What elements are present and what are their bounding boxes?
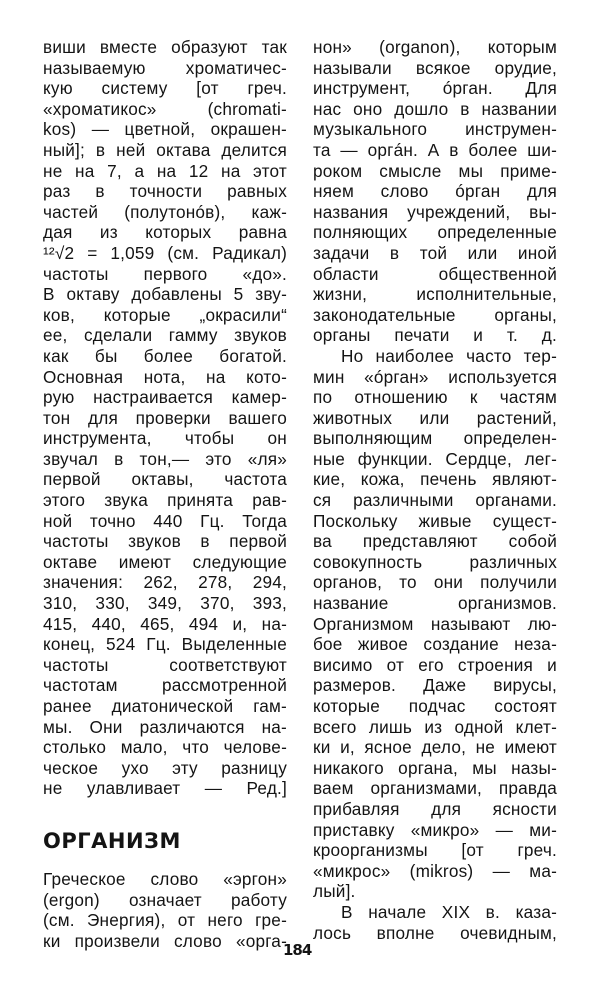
text-line: не на 7, а на 12 на этот [43,160,287,181]
text-line: Организмом называют лю- [313,613,557,634]
text-line: столько мало, что челове- [43,737,287,758]
text-line: (ergon) означает работу [43,889,287,910]
text-line: мы. Они различаются на- [43,716,287,737]
text-line: приставку «микро» — ми- [313,819,557,840]
text-line: ческое ухо эту разницу [43,757,287,778]
text-line: частоты звуков в первой [43,531,287,552]
text-line: этого звука принята рав- [43,490,287,511]
text-line: (см. Энергия), от него гре- [43,910,287,931]
text-line: области общественной [313,263,557,284]
right-column [313,37,557,943]
text-line: по отношению к частям [313,387,557,408]
text-line: не улавливает — Ред.] [43,778,287,799]
text-line: ный]; в ней октава делится [43,139,287,160]
text-line: которые подчас состоят [313,696,557,716]
text-line: ной точно 440 Гц. Тогда [43,510,287,531]
text-line: Основная нота, на кото- [43,366,287,387]
text-line: органы печати и т. д. [313,325,557,346]
text-line: виши вместе образуют так [43,37,287,57]
text-line: дая из которых равна [43,222,287,243]
text-line: конец, 524 Гц. Выделенные [43,634,287,655]
left-column [43,37,287,951]
text-line: тон для проверки вашего [43,407,287,428]
text-line: кую систему [от греч. [43,78,287,99]
text-line: органов, то они получили [313,572,557,593]
section-heading: ОРГАНИЗМ [43,828,181,853]
text-line: нон» (organon), которым [313,37,557,57]
text-line: ва представляют собой [313,531,557,552]
text-line: инструмента, чтобы он [43,428,287,449]
text-line: висимо от его строения и [313,654,557,675]
text-line: ее, сделали гамму звуков [43,325,287,346]
text-line: октаве имеют следующие [43,551,287,572]
text-line: название организмов. [313,593,557,614]
paragraph-start-line: Но наиболее часто тер- [341,345,557,366]
text-line: бое живое создание неза- [313,634,557,655]
text-line: лось вполне очевидным, [313,922,557,943]
text-line: частоты первого «до». [43,263,287,284]
text-line: частоты соответствуют [43,654,287,675]
text-line: частотам рассмотренной [43,675,287,696]
text-line: мин «óрган» используется [313,366,557,387]
text-line: нас оно дошло в названии [313,98,557,119]
text-line: «микрос» (mikros) — ма- [313,860,557,881]
text-line: инструмент, óрган. Для [313,78,557,99]
text-line: ки и, ясное дело, не имеют [313,737,557,758]
text-line: ваем организмами, правда [313,778,557,799]
text-line: законодательные органы, [313,304,557,325]
text-line: всего лишь из одной клет- [313,716,557,737]
text-line: звучал в тон,— это «ля» [43,448,287,469]
text-line: ранее диатонической гам- [43,696,287,716]
text-line: называли всякое орудие, [313,57,557,78]
text-line: ные функции. Сердце, лег- [313,448,557,469]
text-line: та — оргáн. А в более ши- [313,139,557,160]
text-line: никакого органа, мы назы- [313,757,557,778]
text-line: 310, 330, 349, 370, 393, [43,593,287,614]
page-number: 184 [283,941,312,959]
text-line: задачи в той или иной [313,242,557,263]
text-line: рую настраивается камер- [43,387,287,408]
text-line: размеров. Даже вирусы, [313,675,557,696]
text-line: животных или растений, [313,407,557,428]
text-line: музыкального инструмен- [313,119,557,140]
text-line: полняющих определенные [313,222,557,243]
text-line: первой октавы, частота [43,469,287,490]
text-line: значения: 262, 278, 294, [43,572,287,593]
text-line: kos) — цветной, окрашен- [43,119,287,140]
text-line: роком смысле мы приме- [313,160,557,181]
text-line: 415, 440, 465, 494 и, на- [43,613,287,634]
text-line: как бы более богатой. [43,345,287,366]
text-line: названия учреждений, вы- [313,201,557,222]
text-line: ков, которые „окрасили“ [43,304,287,325]
text-line: называемую хроматичес- [43,57,287,78]
text-line: кие, кожа, печень являют- [313,469,557,490]
text-line: Поскольку живые сущест- [313,510,557,531]
text-line: Греческое слово «эргон» [43,868,287,889]
text-line: В октаву добавлены 5 зву- [43,284,287,305]
text-line: няем слово óрган для [313,181,557,202]
paragraph-start-line: В начале XIX в. каза- [341,901,557,922]
text-line: выполняющим определен- [313,428,557,449]
text-line: ся различными органами. [313,490,557,511]
text-line: ки произвели слово «орга- [43,930,287,951]
text-line: «хроматикос» (chromati- [43,98,287,119]
text-line: частей (полутонóв), каж- [43,201,287,222]
text-line: раз в точности равных [43,181,287,202]
text-line: прибавляя для ясности [313,798,557,819]
text-line: совокупность различных [313,551,557,572]
text-line: жизни, исполнительные, [313,284,557,305]
text-line: кроорганизмы [от греч. [313,840,557,861]
formula-line: ¹²√2 = 1,059 (см. Радикал) [43,242,287,263]
text-line: лый]. [313,881,356,902]
